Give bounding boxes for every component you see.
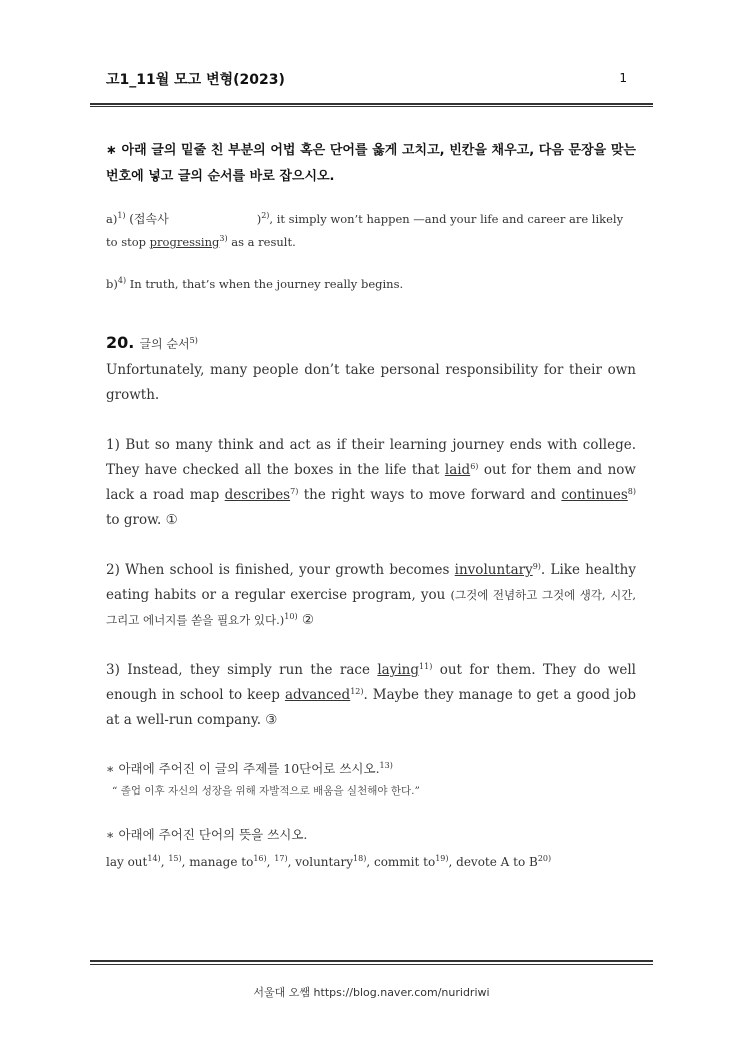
vocab-task: ∗ 아래에 주어진 단어의 뜻을 쓰시오.	[106, 827, 308, 842]
conjunction-blank: (접속사	[129, 212, 169, 226]
underlined-word: laid	[444, 462, 471, 478]
footer-text: 서울대 오쌤 https://blog.naver.com/nuridriwi	[253, 986, 490, 999]
header-title: 고1_11월 모고 변형(2023)	[106, 72, 285, 88]
header-rule	[90, 103, 653, 105]
korean-hint: (그것에 전념하고 그것에 생각, 시간, 그리고 에너지를 쏟을 필요가 있다.)	[106, 588, 636, 627]
underlined-word: involuntary	[454, 562, 533, 578]
underlined-word: continues	[561, 487, 628, 503]
header-rule-thin	[90, 106, 653, 107]
question-label: 글의 순서	[139, 337, 190, 351]
underlined-word: describes	[224, 487, 291, 503]
underlined-word: laying	[377, 662, 420, 678]
underlined-word: advanced	[284, 687, 351, 703]
topic-quote: “ 졸업 이후 자신의 성장을 위해 자발적으로 배움을 실천해야 한다.”	[112, 785, 420, 797]
sentence-a-label: a)	[106, 212, 118, 226]
paragraph-2: 2) When school is finished, your growth becomes involuntary$^{9)}$. Like healthy eating habits or a regular exercise program, you (그것에 전념하고 그것에 생각, 시간, 그리고 에너지를 쏟을 필요가 있다.)$^{10)}$ ②	[106, 562, 637, 628]
paragraph-3: 3) Instead, they simply run the race laying$^{11)}$ out for them. They do well enough in school to keep advanced$^{12)}$. Maybe they manage to get a good job at a well-run company. ③	[106, 662, 636, 728]
footer-rule	[90, 960, 653, 962]
footnote-1: 1)	[117, 211, 126, 220]
question-number: 20.	[106, 333, 135, 352]
instruction: ∗ 아래 글의 밑줄 친 부분의 어법 혹은 단어를 옳게 고치고, 빈칸을 채우고, 다음 문장을 맞는 번호에 넣고 글의 순서를 바로 잡으시오.	[106, 143, 636, 184]
sentence-b: b)$^{4)}$ In truth, that’s when the journey really begins.	[106, 276, 404, 291]
footnote-2: 2)	[261, 211, 270, 220]
intro-paragraph: Unfortunately, many people don’t take personal responsibility for their own growth.	[106, 362, 636, 403]
worksheet-body	[106, 138, 636, 874]
page-header	[90, 60, 653, 106]
question-heading: 20. 글의 순서$^{5)}$	[106, 333, 198, 352]
topic-task: ∗ 아래에 주어진 이 글의 주제를 10단어로 쓰시오.$^{13)}$	[106, 761, 393, 776]
sentence-a: a)$^{1)}$ (접속사 )$^{2)}$, it simply won’t happen —and your life and career are likely to stop progressing$^{3)}$ as a result.	[106, 211, 624, 249]
paragraph-1: 1) But so many think and act as if their learning journey ends with college. They have checked all the boxes in the life that laid$^{6)}$ out for them and now lack a road map describes$^{7)}$ the right ways to move forward and continues$^{8)}$ to grow. ①	[106, 437, 636, 528]
vocab-list: lay out$^{14)}$, $^{15)}$, manage $to^{16)}$, $^{17)}$, voluntary$^{18)}$, commit $to^{19)}$, devote A to $B^{20)}$	[106, 854, 552, 869]
underlined-word: progressing	[149, 235, 220, 249]
footer-rule-thin	[90, 964, 653, 965]
page-number: 1	[619, 71, 627, 85]
